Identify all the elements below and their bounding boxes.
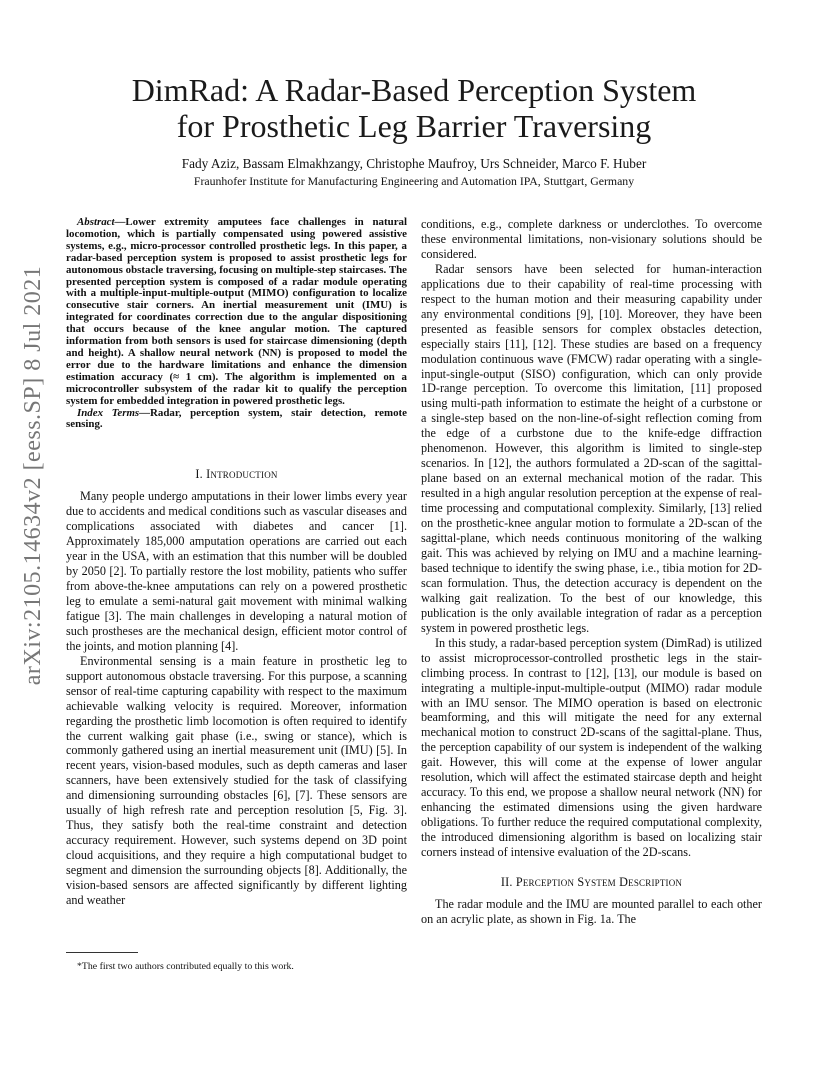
paper-title: [0, 72, 828, 144]
abstract: [66, 217, 407, 408]
paragraph: In this study, a radar-based perception system (DimRad) is utilized to assist microprocessor-controlled prosthetic legs in the stair-climbing process. In contrast to [12], [13], our module is based on integrating a multiple-input-multiple-output (MIMO) radar module with an IMU sensor. The MIMO operation is based on electronic beamforming, and this will mitigate the need for any external mechanical motion to construct 2D-scans of the sagittal-plane. Thus, the perception capability of our system is independent of the walking gait. However, this will come at the expense of lower angular resolution, which will affect the estimated staircase depth and height accuracy. To this end, we propose a shallow neural network (NN) for enhancing the estimated dimensions using the given hardware obligations. To further reduce the required computational complexity, the introduced dimensioning algorithm is based on localizing stair corners instead of intensive evaluation of the 2D-scans.: [421, 635, 762, 860]
section-heading-perception-system: II. Perception System Description: [500, 874, 683, 889]
author-list: Fady Aziz, Bassam Elmakhzangy, Christophe Maufroy, Urs Schneider, Marco F. Huber: [181, 156, 647, 171]
section-heading-introduction: I. Introduction: [195, 467, 278, 482]
paragraph: The radar module and the IMU are mounted parallel to each other on an acrylic plate, as shown in Fig. 1a. The: [421, 896, 762, 926]
index-terms-label: Index Terms: [77, 406, 140, 419]
left-column: [66, 217, 407, 908]
arxiv-identifier: arXiv:2105.14634v2 [eess.SP] 8 Jul 2021: [20, 265, 47, 685]
footnote-divider: [66, 952, 138, 953]
footnote: *The first two authors contributed equally to this work.: [77, 961, 294, 972]
right-column: [421, 217, 762, 927]
affiliation: Fraunhofer Institute for Manufacturing Engineering and Automation IPA, Stuttgart, Germany: [193, 174, 635, 188]
index-terms: [66, 408, 407, 432]
paragraph: Many people undergo amputations in their lower limbs every year due to accidents and medical conditions such as vascular diseases and complications associated with diabetes and cancer [1]. Approximately 185,000 amputation operations are carried out each year in the USA, with an estimation that this number will be doubled by 2050 [2]. To partially restore the lost mobility, patients who suffer from above-the-knee amputations can rely on a powered prosthetic leg to emulate a semi-natural gait movement with minimal walking fatigue [3]. The main challenges in developing a natural motion of such prostheses are the mechanical design, efficient motor control of the joints, and motion planning [4].: [66, 489, 407, 653]
abstract-text: —Lower extremity amputees face challenges in natural locomotion, which is partially compensated using powered assistive systems, e.g., micro-processor controlled prosthetic legs. In this paper, a radar-based perception system is proposed to assist prosthetic legs for autonomous obstacle traversing, focusing on multiple-step staircases. The presented perception system is composed of a radar module operating with a multiple-input-multiple-output (MIMO) configuration to localize consecutive stair corners. An inertial measurement unit (IMU) is integrated for coordinates correction due to the angular dispositioning that occurs because of the knee angular motion. The captured information from both sensors is used for staircase dimensioning (depth and height). A shallow neural network (NN) is proposed to model the error due to the hardware limitations and enhance the dimension estimation accuracy (≈ 1 cm). The algorithm is implemented on a microcontroller subsystem of the radar kit to qualify the perception system for embedded integration in powered prosthetic legs.: [66, 216, 407, 407]
paragraph: Environmental sensing is a main feature in prosthetic leg to support autonomous obstacle traversing. For this purpose, a scanning sensor of real-time capturing capability with respect to the maximum achievable walking velocity is required. Moreover, information regarding the prosthetic limb locomotion is often required to identify the current walking gait phase (i.e., swing or stance), which is commonly gathered using an inertial measurement unit (IMU) [5]. In recent years, vision-based modules, such as depth cameras and laser scanners, have been extensively studied for the task of classifying and dimensioning surrounding obstacles [6], [7]. These sensors are usually of high refresh rate and perception resolution [5, Fig. 3]. Thus, they satisfy both the real-time constraint and detection accuracy requirement. However, such systems depend on 3D point cloud acquisitions, and they require a high computational budget to segment and dimension the surrounding objects [8]. Additionally, the vision-based sensors are affected significantly by different lighting and weather: [66, 653, 407, 907]
paragraph: conditions, e.g., complete darkness or underclothes. To overcome these environmental limitations, non-visionary solutions should be considered.: [421, 217, 762, 261]
paragraph: Radar sensors have been selected for human-interaction applications due to their capability of real-time processing with respect to the human motion and their measuring capability under any environmental conditions [9], [10]. Moreover, they have been presented as feasible sensors for complex obstacles detection, especially stairs [11], [12]. These studies are based on a frequency modulation continuous wave (FMCW) radar operating with a single-input-single-output (SISO) configuration, which can only provide 1D-range perception. To overcome this limitation, [11] proposed using multi-path information to estimate the height of a curbstone or a single-step based on the non-line-of-sight reflection coming from the edge of a curbstone due to the knife-edge diffraction phenomenon. However, this algorithm is limited to single-step scenarios. In [12], the authors formulated a 2D-scan of the sagittal-plane based on an external mechanical motion of the radar. This resulted in a high angular resolution perception at the expense of real-time processing and computational complexity. Similarly, [13] relied on the prosthetic-knee angular motion to formulate a 2D-scan of the sagittal-plane, which needs continuous monitoring of the walking gait. This was achieved by relying on IMU and a machine learning-based technique to identify the swing phase, i.e., tibia motion for 2D-scan formulation. Thus, the detection accuracy is dependent on the walking gait realization. To the best of our knowledge, this publication is the only available integration of radar as a perception system in powered prosthetic legs.: [421, 261, 762, 635]
abstract-label: Abstract: [77, 216, 115, 228]
title-line-1: DimRad: A Radar-Based Perception System: [131, 72, 697, 108]
title-line-2: for Prosthetic Leg Barrier Traversing: [176, 108, 652, 144]
index-terms-text: —Radar, perception system, stair detection, remote sensing.: [66, 406, 407, 431]
